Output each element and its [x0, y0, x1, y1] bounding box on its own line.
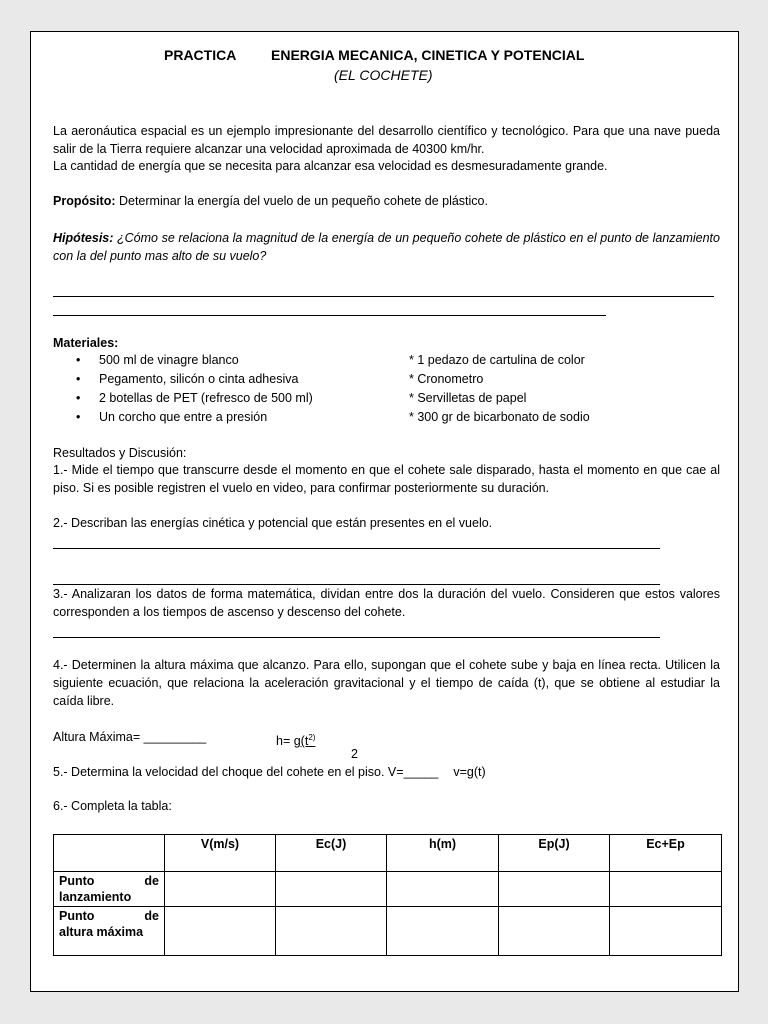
material-right-4: * 300 gr de bicarbonato de sodio [409, 410, 590, 424]
table-header-potential: Ep(J) [499, 835, 610, 872]
intro-paragraph: La aeronáutica espacial es un ejemplo impresionante del desarrollo científico y tecnológico. Para que una nave pueda salir de la Tierra requiere alcanzar una velocidad aproximada de 40300 km/hr. [53, 124, 720, 156]
question-5 [53, 764, 486, 781]
table-header-row [54, 835, 722, 872]
velocity-formula: v=g(t) [453, 765, 486, 779]
material-left-2: • Pegamento, silicón o cinta adhesiva [76, 372, 299, 386]
results-table [53, 834, 722, 956]
question-3: 3.- Analizaran los datos de forma matemática, dividan entre dos la duración del vuelo. Consideren que estos valores corresponden a los tiempos de ascenso y descenso del cohete. [53, 587, 720, 619]
table-header-height: h(m) [387, 835, 499, 872]
hypothesis-text: ¿Cómo se relaciona la magnitud de la energía de un pequeño cohete de plástico en el punto de lanzamiento con la del punto mas alto de su vuelo? [53, 231, 720, 263]
purpose-text: Determinar la energía del vuelo de un pequeño cohete de plástico. [118, 194, 488, 208]
question-1: 1.- Mide el tiempo que transcurre desde el momento en que el cohete sale disparado, hasta el momento en que cae al piso. Si es posible registren el vuelo en video, para confirmar posteriormente su duración. [53, 463, 720, 495]
hypothesis-answer-line-2[interactable] [53, 315, 606, 316]
cell-max-total[interactable] [610, 907, 722, 956]
cell-max-kinetic[interactable] [276, 907, 387, 956]
intro-line-2: La cantidad de energía que se necesita para alcanzar esa velocidad es desmesuradamente grande. [53, 159, 608, 173]
hypothesis-answer-line-1[interactable] [53, 296, 714, 297]
question-4: 4.- Determinen la altura máxima que alcanzo. Para ello, supongan que el cohete sube y baja en línea recta. Utilicen la siguiente ecuación, que relaciona la aceleración gravitacional y el tiempo de caída (t), que se obtiene al estudiar la caída libre. [53, 658, 720, 708]
row-label-launch: Punto de lanzamiento [54, 872, 165, 907]
question-2: 2.- Describan las energías cinética y potencial que están presentes en el vuelo. [53, 516, 493, 530]
document-page [30, 31, 739, 992]
cell-launch-velocity[interactable] [165, 872, 276, 907]
formula-denominator: 2 [351, 747, 358, 761]
page-title: ENERGIA MECANICA, CINETICA Y POTENCIAL [271, 47, 585, 63]
cell-launch-height[interactable] [387, 872, 499, 907]
cell-launch-total[interactable] [610, 872, 722, 907]
table-header-kinetic: Ec(J) [276, 835, 387, 872]
material-left-3: • 2 botellas de PET (refresco de 500 ml) [76, 391, 313, 405]
cell-max-velocity[interactable] [165, 907, 276, 956]
cell-launch-potential[interactable] [499, 872, 610, 907]
results-heading: Resultados y Discusión: [53, 446, 187, 460]
material-right-3: * Servilletas de papel [409, 391, 527, 405]
height-formula [276, 729, 315, 750]
hypothesis [53, 229, 720, 265]
purpose [53, 193, 488, 210]
cell-max-potential[interactable] [499, 907, 610, 956]
material-right-2: * Cronometro [409, 372, 484, 386]
table-header-total: Ec+Ep [610, 835, 722, 872]
table-header-velocity: V(m/s) [165, 835, 276, 872]
table-row [54, 907, 722, 956]
formula-prefix: h= [276, 734, 294, 749]
cell-max-height[interactable] [387, 907, 499, 956]
formula-numerator: $g(t^{2)}$ [293, 733, 316, 749]
table-row [54, 872, 722, 907]
table-header-empty [54, 835, 165, 872]
hypothesis-label: Hipótesis: [53, 231, 114, 245]
material-left-1: • 500 ml de vinagre blanco [76, 353, 239, 367]
purpose-label: Propósito: [53, 194, 116, 208]
page-subtitle: (EL COCHETE) [334, 67, 433, 83]
question-6: 6.- Completa la tabla: [53, 799, 172, 813]
material-left-4: • Un corcho que entre a presión [76, 410, 268, 424]
q2-answer-line-1[interactable] [53, 548, 660, 549]
q3-answer-line[interactable] [53, 637, 660, 638]
materials-label: Materiales: [53, 336, 119, 350]
row-label-max-height: Punto de altura máxima [54, 907, 165, 956]
practice-label: PRACTICA [164, 47, 237, 63]
material-right-1: * 1 pedazo de cartulina de color [409, 353, 585, 367]
question-5-text[interactable]: 5.- Determina la velocidad del choque del cohete en el piso. V=_____ [53, 765, 439, 779]
altura-maxima-field[interactable]: Altura Máxima= _________ [53, 730, 207, 744]
cell-launch-kinetic[interactable] [276, 872, 387, 907]
